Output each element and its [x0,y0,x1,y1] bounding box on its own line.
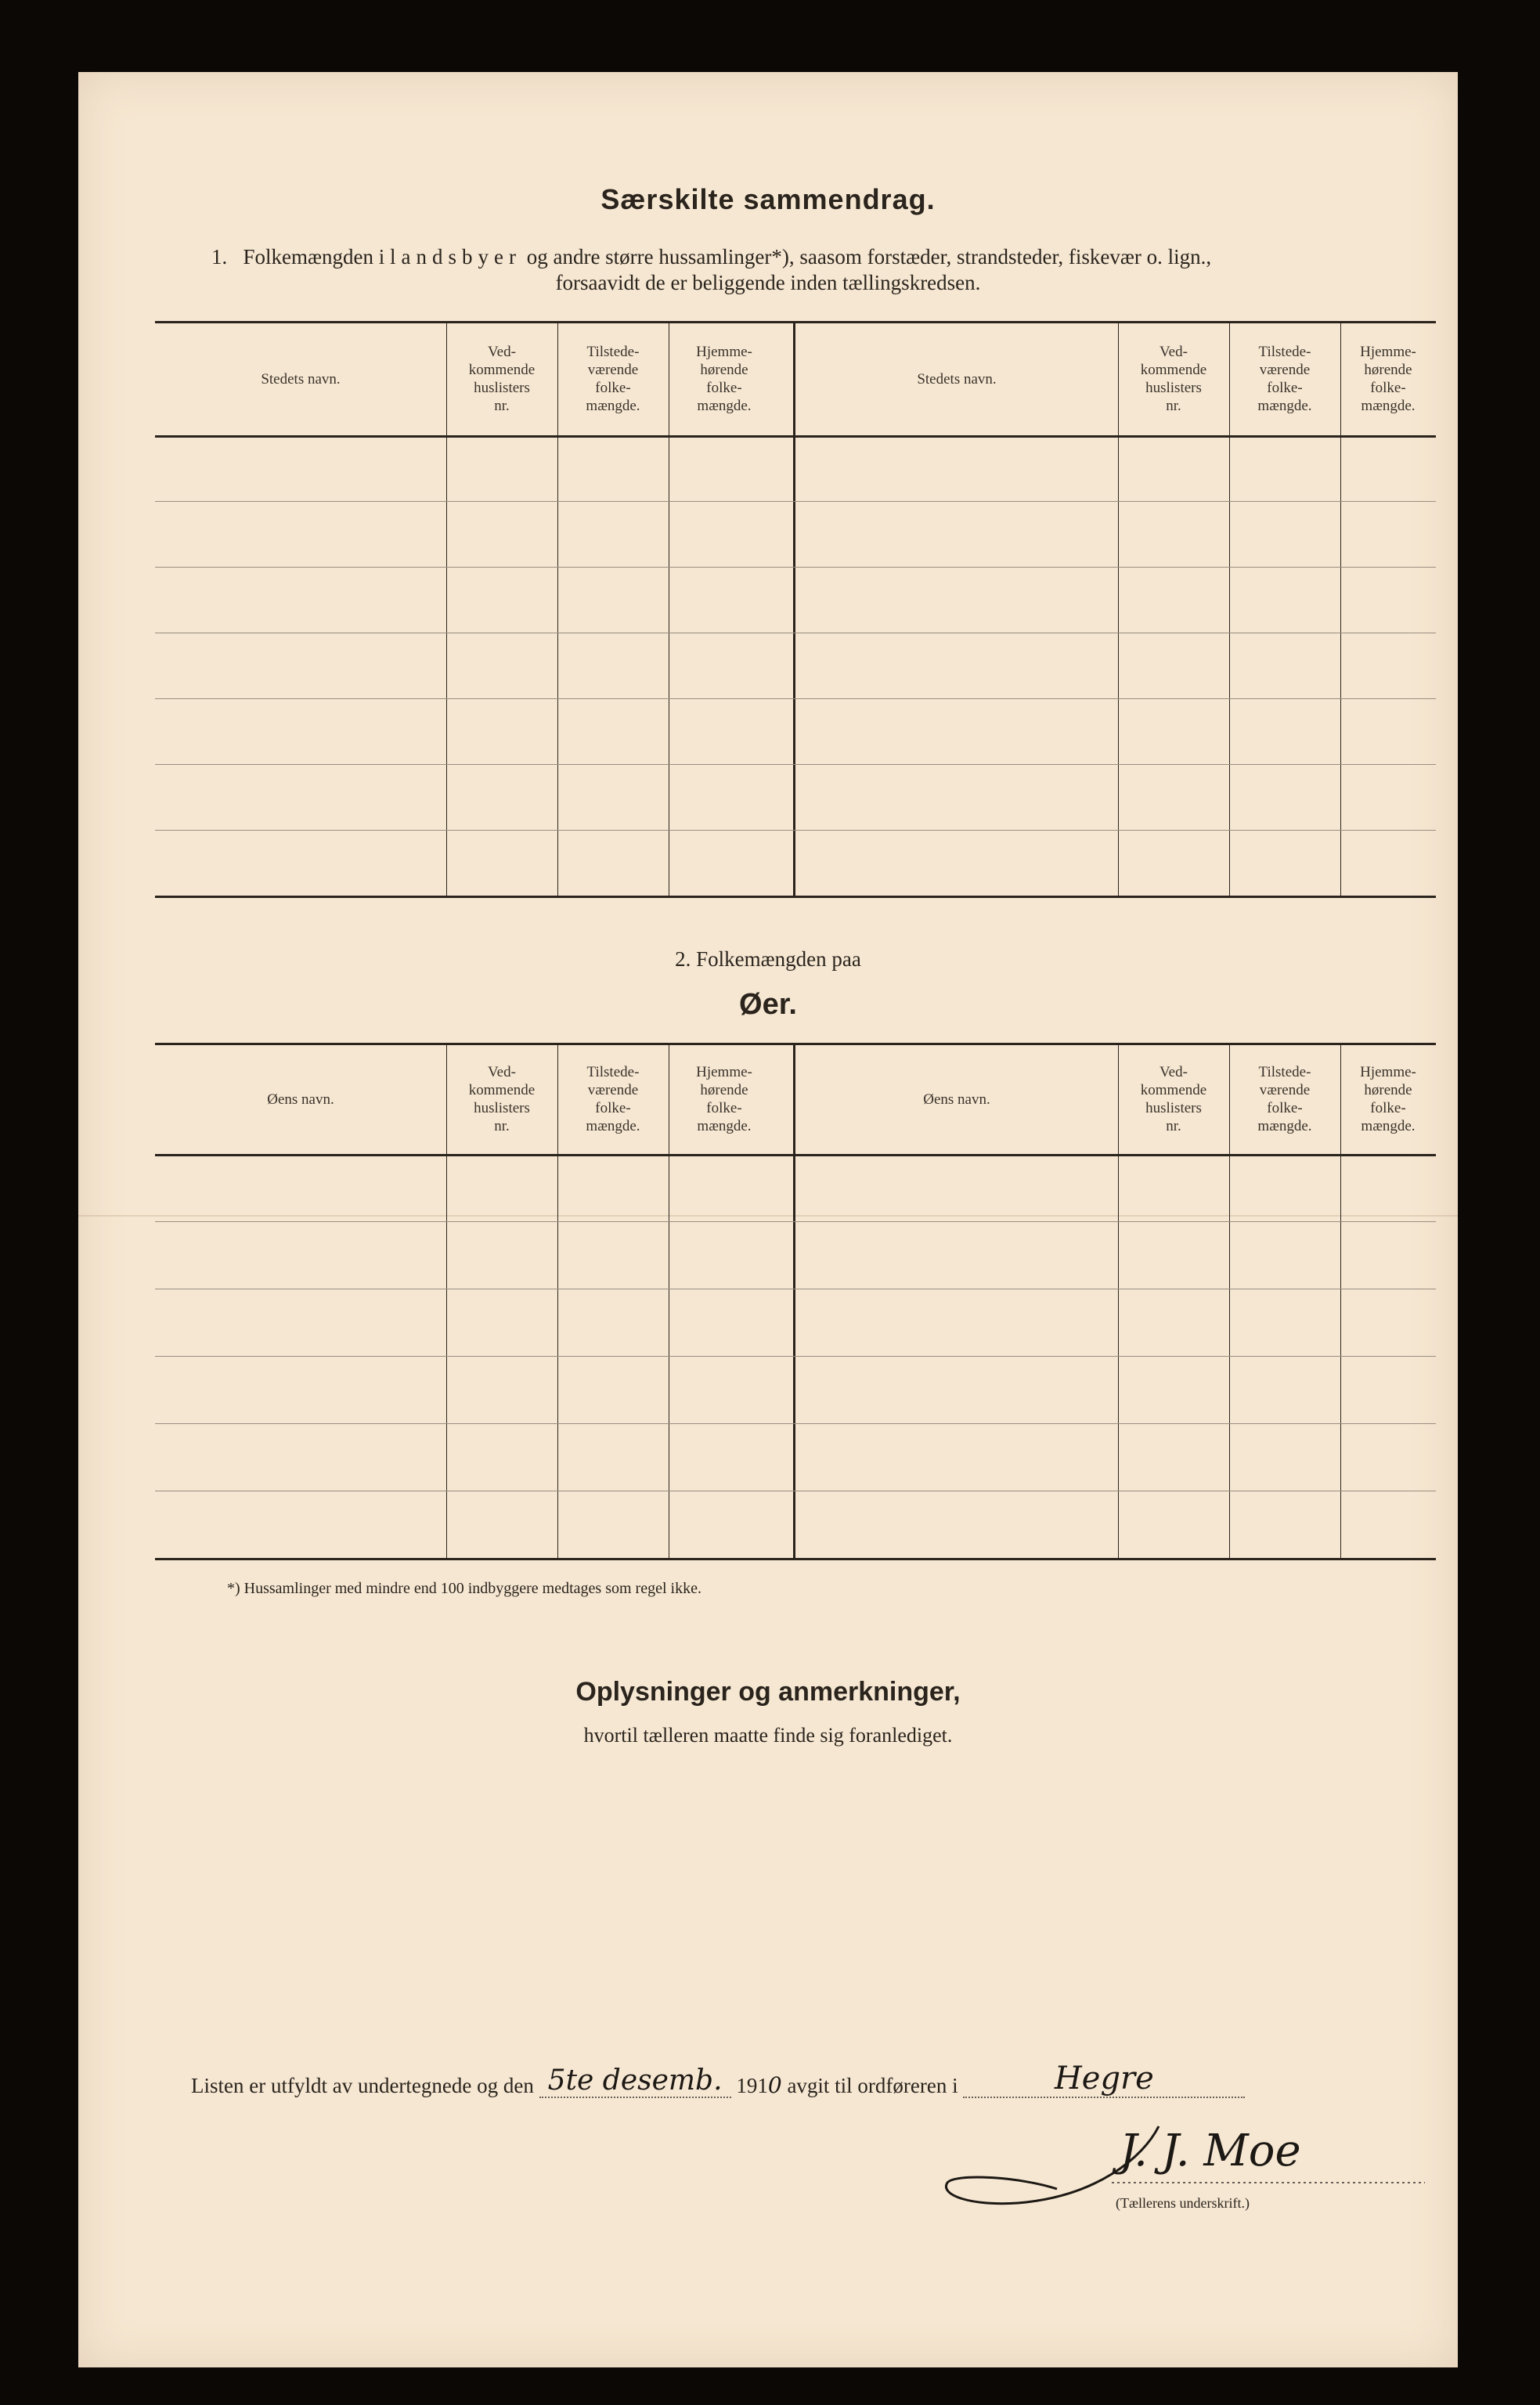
section1-title: Særskilte sammendrag. [600,183,936,215]
landsbyer-header-right-2 [1229,324,1340,434]
landsbyer-row-line [155,567,1436,568]
oer-header-left-2 [557,1046,669,1152]
oer-row-line [155,1221,1436,1222]
landsbyer-header-label: Hjemme- hørende folke- mængde. [696,344,752,414]
signature-line [191,2061,1245,2098]
oer-header-label: Hjemme- hørende folke- mængde. [1360,1064,1416,1134]
landsbyer-header-label: Stedets navn. [917,370,997,388]
year-handwritten: 0 [767,2072,782,2098]
landsbyer-header-label: Hjemme- hørende folke- mængde. [1360,344,1416,414]
landsbyer-row-line [155,830,1436,831]
landsbyer-row-line [155,698,1436,699]
landsbyer-header-left-3 [669,324,780,434]
oer-header-label: Øens navn. [267,1091,334,1108]
landsbyer-top-rule [155,321,1436,323]
landsbyer-header-right-0 [795,324,1118,434]
oer-header-label: Øens navn. [923,1091,990,1108]
oer-top-rule [155,1043,1436,1045]
date-field[interactable] [539,2064,731,2098]
date-handwritten: 5te desemb. [547,2064,723,2097]
landsbyer-header-label: Stedets navn. [261,370,341,388]
section2-title: Øer. [739,988,797,1021]
oer-header-label: Tilstede- værende folke- mængde. [586,1064,640,1134]
year-prefix: 191 [736,2074,768,2097]
section1-intro [211,243,1354,271]
oer-row-line [155,1423,1436,1424]
oer-header-label: Ved- kommende huslisters nr. [1140,1064,1207,1134]
intro-text-spaced: landsbyer [390,245,521,269]
signature-caption: (Tællerens underskrift.) [1116,2195,1250,2211]
section2-heading: 2. Folkemængden paa [675,947,861,971]
landsbyer-header-label: Ved- kommende huslisters nr. [468,344,536,414]
oer-header-rule [155,1154,1436,1156]
oer-bottom-rule [155,1558,1436,1560]
oer-header-right-0 [795,1046,1118,1152]
landsbyer-row-line [155,764,1436,765]
landsbyer-header-left-2 [557,324,669,434]
place-handwritten: Hegre [1054,2061,1154,2097]
landsbyer-table [155,321,1436,983]
oer-header-left-1 [446,1046,557,1152]
oer-table [155,1043,1436,1638]
landsbyer-header-left-0 [155,324,446,434]
landsbyer-header-label: Tilstede- værende folke- mængde. [586,344,640,414]
oer-header-left-3 [669,1046,780,1152]
landsbyer-header-label: Ved- kommende huslisters nr. [1140,344,1207,414]
oer-row-line [155,1356,1436,1357]
census-form-page [78,72,1458,2367]
landsbyer-header-left-1 [446,324,557,434]
oer-header-right-3 [1340,1046,1436,1152]
landsbyer-row-line [155,501,1436,502]
oer-header-left-0 [155,1046,446,1152]
oer-header-label: Ved- kommende huslisters nr. [468,1064,536,1134]
oer-header-label: Tilstede- værende folke- mængde. [1257,1064,1312,1134]
footnote: *) Hussamlinger med mindre end 100 indbyggere medtages som regel ikke. [227,1580,701,1597]
remarks-subtitle: hvortil tælleren maatte finde sig foranlediget. [583,1724,953,1747]
landsbyer-bottom-rule [155,896,1436,898]
oer-header-label: Hjemme- hørende folke- mængde. [696,1064,752,1134]
signature-name: J. J. Moe [1120,2126,1301,2176]
intro-number: 1. [211,245,228,269]
landsbyer-header-label: Tilstede- værende folke- mængde. [1257,344,1312,414]
section1-intro-line2: forsaavidt de er beliggende inden tællingskredsen. [555,271,981,294]
landsbyer-header-right-1 [1118,324,1229,434]
place-field[interactable] [963,2061,1245,2098]
intro-text-b: og andre større hussamlinger*), saasom forstæder, strandsteder, fiskevær o. lign., [526,245,1212,269]
intro-text-a: Folkemængden i [243,245,385,269]
sign-text-b: avgit til ordføreren i [787,2074,958,2097]
remarks-title: Oplysninger og anmerkninger, [575,1677,961,1707]
landsbyer-header-right-3 [1340,324,1436,434]
sign-text-a: Listen er utfyldt av undertegnede og den [191,2074,534,2097]
oer-header-right-2 [1229,1046,1340,1152]
oer-header-right-1 [1118,1046,1229,1152]
landsbyer-header-rule [155,435,1436,438]
